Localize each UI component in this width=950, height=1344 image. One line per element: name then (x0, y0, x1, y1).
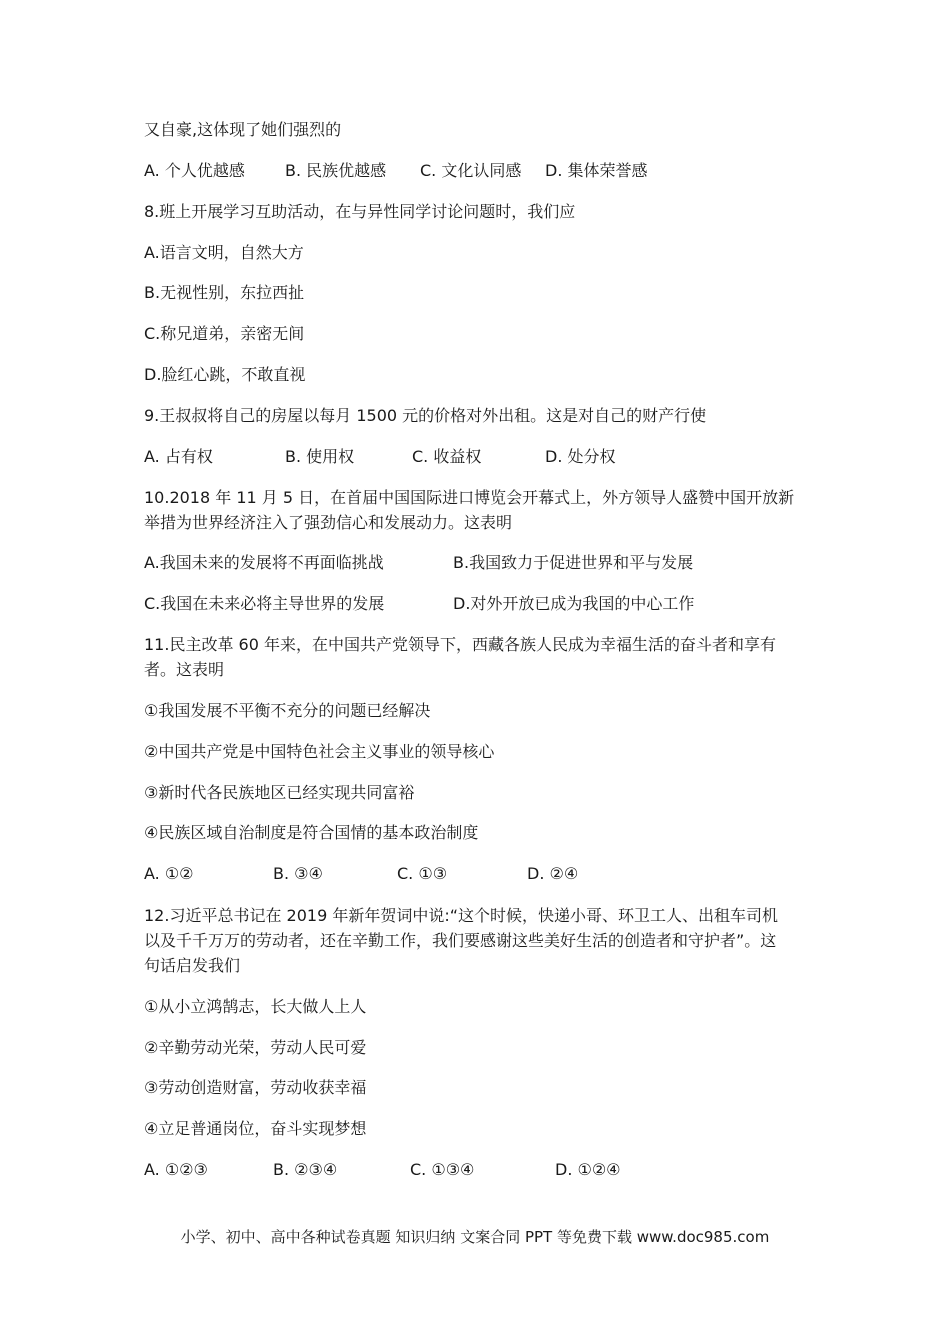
q7-option-a: A. 个人优越感 (144, 161, 245, 180)
q11-stem-line1: 11.民主改革 60 年来，在中国共产党领导下，西藏各族人民成为幸福生活的奋斗者和享有 (144, 635, 776, 654)
q10-stem-line1: 10.2018 年 11 月 5 日，在首届中国国际进口博览会开幕式上，外方领导人盛赞中国开放新 (144, 488, 795, 507)
q12-stem-line2: 以及千千万万的劳动者，还在辛勤工作，我们要感谢这些美好生活的创造者和守护者”。这 (144, 931, 777, 950)
q12-statement-1: ①从小立鸿鹄志，长大做人上人 (144, 997, 367, 1016)
q8-option-b: B.无视性别，东拉西扯 (144, 283, 305, 302)
q12-statement-4: ④立足普通岗位，奋斗实现梦想 (144, 1119, 367, 1138)
q11-option-b: B. ③④ (273, 864, 323, 883)
q11-stem-line2: 者。这表明 (144, 660, 225, 679)
q7-option-d: D. 集体荣誉感 (545, 161, 648, 180)
q11-option-a: A. ①② (144, 864, 194, 883)
q8-option-c: C.称兄道弟，亲密无间 (144, 324, 305, 343)
q8-option-d: D.脸红心跳，不敢直视 (144, 365, 306, 384)
q11-option-c: C. ①③ (397, 864, 448, 883)
q12-statement-3: ③劳动创造财富，劳动收获幸福 (144, 1078, 367, 1097)
q10-option-a: A.我国未来的发展将不再面临挑战 (144, 553, 384, 572)
q12-option-a: A. ①②③ (144, 1160, 208, 1179)
q7-option-b: B. 民族优越感 (285, 161, 387, 180)
q10-option-b: B.我国致力于促进世界和平与发展 (453, 553, 694, 572)
q12-option-d: D. ①②④ (555, 1160, 621, 1179)
q9-stem: 9.王叔叔将自己的房屋以每月 1500 元的价格对外出租。这是对自己的财产行使 (144, 406, 707, 425)
q9-option-b: B. 使用权 (285, 447, 355, 466)
q7-stem: 又自豪,这体现了她们强烈的 (144, 120, 342, 139)
q11-option-d: D. ②④ (527, 864, 579, 883)
q9-option-c: C. 收益权 (412, 447, 482, 466)
q10-option-c: C.我国在未来必将主导世界的发展 (144, 594, 385, 613)
q9-option-a: A. 占有权 (144, 447, 213, 466)
q8-option-a: A.语言文明，自然大方 (144, 243, 304, 262)
q8-stem: 8.班上开展学习互助活动，在与异性同学讨论问题时，我们应 (144, 202, 576, 221)
q11-statement-3: ③新时代各民族地区已经实现共同富裕 (144, 783, 415, 802)
page-footer: 小学、初中、高中各种试卷真题 知识归纳 文案合同 PPT 等免费下载 www.doc985.com (180, 1228, 770, 1246)
q12-statement-2: ②辛勤劳动光荣，劳动人民可爱 (144, 1038, 367, 1057)
q10-option-d: D.对外开放已成为我国的中心工作 (453, 594, 695, 613)
q7-option-c: C. 文化认同感 (420, 161, 522, 180)
q12-stem-line3: 句话启发我们 (144, 956, 241, 975)
q12-option-c: C. ①③④ (410, 1160, 475, 1179)
q10-stem-line2: 举措为世界经济注入了强劲信心和发展动力。这表明 (144, 513, 513, 532)
q12-stem-line1: 12.习近平总书记在 2019 年新年贺词中说:“这个时候，快递小哥、环卫工人、出租车司机 (144, 906, 779, 925)
q11-statement-2: ②中国共产党是中国特色社会主义事业的领导核心 (144, 742, 495, 761)
q9-option-d: D. 处分权 (545, 447, 616, 466)
q12-option-b: B. ②③④ (273, 1160, 338, 1179)
q11-statement-4: ④民族区域自治制度是符合国情的基本政治制度 (144, 823, 479, 842)
q11-statement-1: ①我国发展不平衡不充分的问题已经解决 (144, 701, 431, 720)
